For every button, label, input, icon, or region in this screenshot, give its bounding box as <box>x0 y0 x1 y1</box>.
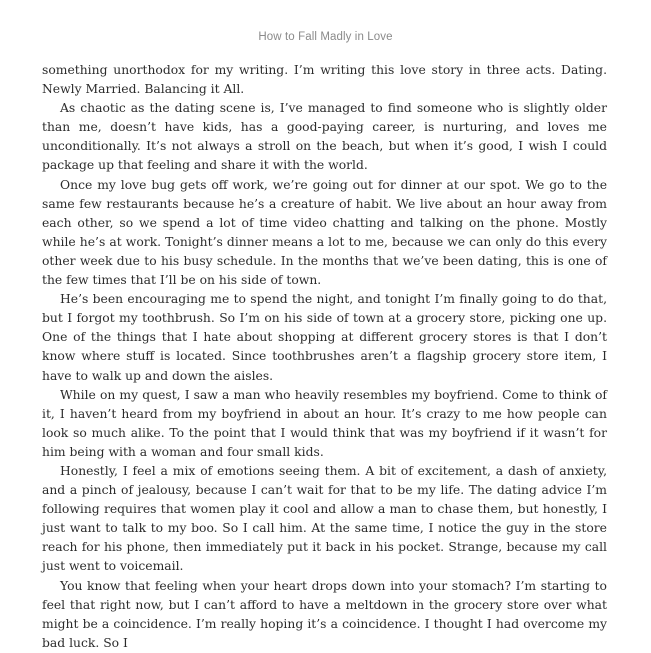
paragraph: As chaotic as the dating scene is, I’ve managed to find someone who is slightly older than me, doesn’t have kids, has a good-paying career, is nurturing, and loves me unconditionally. It’s not always a stroll on the beach, but when it’s good, I wish I could package up that feeling and share it with the world. <box>42 101 607 173</box>
body-text <box>42 61 607 653</box>
paragraph-continued: something unorthodox for my writing. I’m writing this love story in three acts. Dating. Newly Married. Balancing it All. <box>42 63 607 97</box>
running-title: How to Fall Madly in Love <box>258 31 393 43</box>
paragraph: He’s been encouraging me to spend the night, and tonight I’m finally going to do that, but I forgot my toothbrush. So I’m on his side of town at a grocery store, picking one up. One of the things that I hate about shopping at different grocery stores is that I don’t know where stuff is located. Since toothbrushes aren’t a flagship grocery store item, I have to walk up and down the aisles. <box>42 292 607 383</box>
paragraph: Once my love bug gets off work, we’re going out for dinner at our spot. We go to the same few restaurants because he’s a creature of habit. We live about an hour away from each other, so we spend a lot of time video chatting and talking on the phone. Mostly while he’s at work. Tonight’s dinner means a lot to me, because we can only do this every other week due to his busy schedule. In the months that we’ve been dating, this is one of the few times that I’ll be on his side of town. <box>42 177 607 288</box>
paragraph: While on my quest, I saw a man who heavily resembles my boyfriend. Come to think of it, I haven’t heard from my boyfriend in about an hour. It’s crazy to me how people can look so much alike. To the point that I would think that was my boyfriend if it wasn’t for him being with a woman and four small kids. <box>42 387 607 459</box>
paragraph: You know that feeling when your heart drops down into your stomach? I’m starting to feel that right now, but I can’t afford to have a meltdown in the grocery store over what might be a coincidence. I’m really hoping it’s a coincidence. I thought I had overcome my bad luck. So I <box>42 578 607 650</box>
paragraph: Honestly, I feel a mix of emotions seeing them. A bit of excitement, a dash of anxiety, and a pinch of jealousy, because I can’t wait for that to be my life. The dating advice I’m following requires that women play it cool and allow a man to chase them, but honestly, I just want to talk to my boo. So I call him. At the same time, I notice the guy in the store reach for his phone, then immediately put it back in his pocket. Strange, because my call just went to voicemail. <box>42 463 607 574</box>
